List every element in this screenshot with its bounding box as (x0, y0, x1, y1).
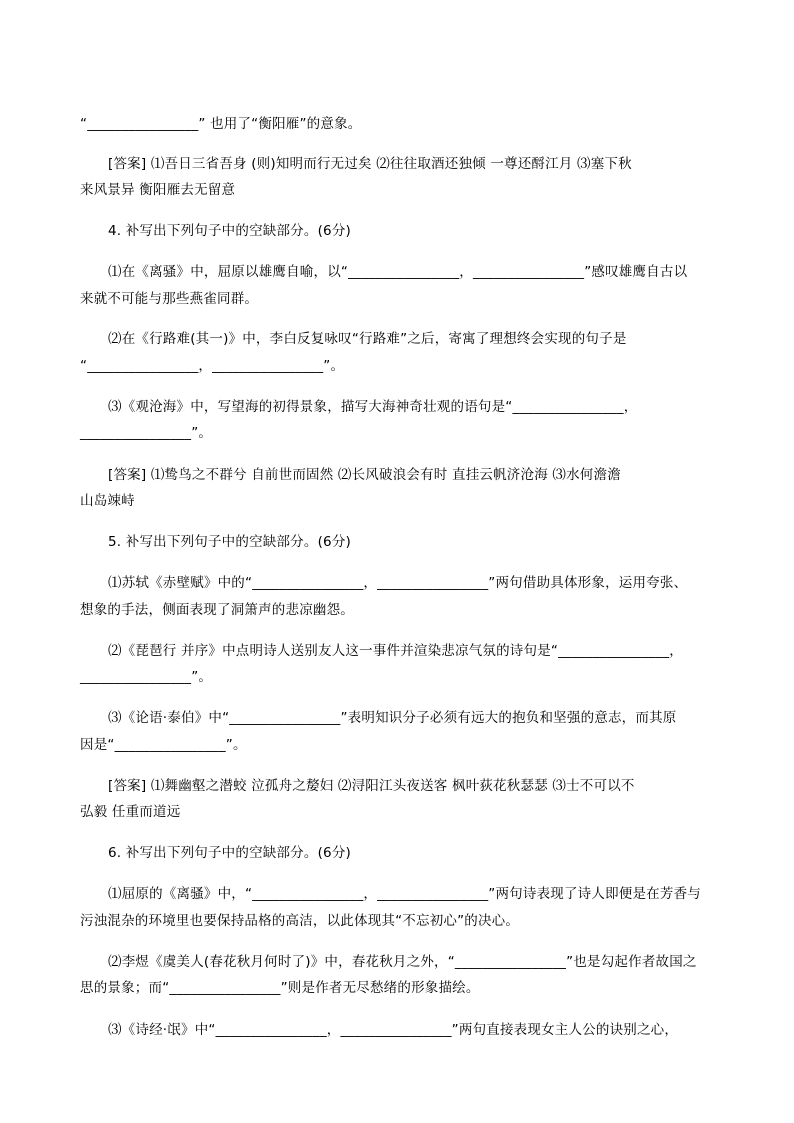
text-line: ________________”。 (80, 669, 213, 685)
answer-line: 弘毅 任重而道远 (80, 804, 181, 820)
text-line: 因是“________________”。 (80, 737, 247, 753)
text-line: 思的景象；而“________________”则是作者无尽愁绪的形象描绘。 (80, 980, 480, 996)
answer-line: [答案] ⑴吾日三省吾身 (则)知明而行无过矣 ⑵往往取酒还独倾 一尊还酹江月 ⑶塞下秋 (108, 156, 632, 172)
question-heading: 6. 补写出下列句子中的空缺部分。(6分) (108, 845, 351, 861)
text-line: ⑶《观沧海》中，写望海的初得景象，描写大海神奇壮观的语句是“________________， (108, 399, 638, 415)
text-line: ⑶《论语·泰伯》中“________________”表明知识分子必须有远大的抱负和坚强的意志，而其原 (108, 710, 677, 726)
text-line: ________________”。 (80, 425, 213, 441)
text-line: ⑵李煜《虞美人(春花秋月何时了)》中，春花秋月之外，“________________”也是勾起作者故国之 (108, 954, 697, 970)
text-line: ⑴在《离骚》中，屈原以雄鹰自喻，以“________________，________________”感叹雄鹰自古以 (108, 264, 688, 280)
answer-line: 来风景异 衡阳雁去无留意 (80, 182, 236, 198)
question-heading: 5. 补写出下列句子中的空缺部分。(6分) (108, 534, 351, 550)
text-line: ⑴苏轼《赤壁赋》中的“________________，________________”两句借助具体形象，运用夸张、 (108, 575, 688, 591)
text-line: “________________，________________”。 (80, 358, 345, 374)
text-line: ⑶《诗经·氓》中“________________，________________”两句直接表现女主人公的诀别之心， (108, 1022, 679, 1038)
text-line: “________________” 也用了“衡阳雁”的意象。 (80, 116, 362, 132)
answer-line: [答案] ⑴舞幽壑之潜蛟 泣孤舟之嫠妇 ⑵浔阳江头夜送客 枫叶荻花秋瑟瑟 ⑶士不可以不 (108, 778, 635, 794)
answer-line: 山岛竦峙 (80, 493, 135, 509)
question-heading: 4. 补写出下列句子中的空缺部分。(6分) (108, 223, 351, 239)
text-line: ⑵在《行路难(其一)》中，李白反复咏叹“行路难”之后，寄寓了理想终会实现的句子是 (108, 331, 627, 347)
answer-line: [答案] ⑴鸷鸟之不群兮 自前世而固然 ⑵长风破浪会有时 直挂云帆济沧海 ⑶水何澹澹 (108, 467, 621, 483)
text-line: 想象的手法，侧面表现了洞箫声的悲凉幽怨。 (80, 602, 354, 618)
text-line: ⑵《琵琶行 并序》中点明诗人送别友人这一事件并渲染悲凉气氛的诗句是“________________， (108, 643, 683, 659)
text-line: 污浊混杂的环境里也要保持品格的高洁，以此体现其“不忘初心”的决心。 (80, 913, 520, 929)
text-line: 来就不可能与那些燕雀同群。 (80, 291, 259, 307)
text-line: ⑴屈原的《离骚》中，“________________，________________”两句诗表现了诗人即便是在芳香与 (108, 886, 701, 902)
